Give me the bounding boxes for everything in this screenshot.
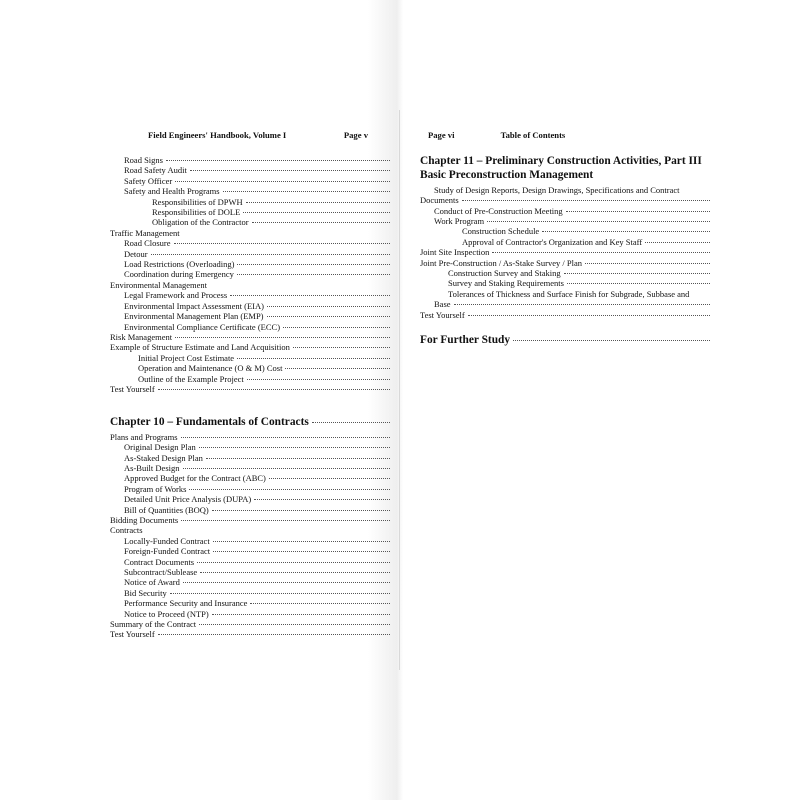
toc-leader bbox=[487, 220, 710, 222]
toc-leader bbox=[254, 498, 390, 500]
toc-entry[interactable] bbox=[110, 217, 390, 227]
toc-leader bbox=[170, 592, 390, 594]
toc-entry-label: Program of Works bbox=[124, 483, 187, 494]
toc-entry[interactable] bbox=[110, 546, 390, 556]
toc-entry-label: Test Yourself bbox=[110, 629, 155, 640]
running-head-folio: Page vi bbox=[428, 130, 455, 140]
toc-leader bbox=[223, 190, 390, 192]
toc-entry-label: Responsibilities of DOLE bbox=[152, 207, 241, 218]
toc-leader bbox=[267, 315, 390, 317]
toc-entry-label: Work Program bbox=[434, 216, 485, 227]
toc-leader bbox=[190, 169, 390, 171]
toc-entry[interactable] bbox=[110, 353, 390, 363]
toc-leader bbox=[175, 336, 390, 338]
toc-leader bbox=[566, 210, 710, 212]
toc-entry[interactable] bbox=[420, 237, 710, 247]
toc-entry[interactable] bbox=[420, 226, 710, 236]
toc-leader bbox=[462, 199, 710, 201]
toc-leader bbox=[293, 346, 390, 348]
toc-entry-label: Example of Structure Estimate and Land Acquisition bbox=[110, 342, 290, 353]
toc-entry-label: Conduct of Pre-Construction Meeting bbox=[434, 205, 563, 216]
toc-entry-label: Bidding Documents bbox=[110, 515, 179, 525]
toc-entry[interactable] bbox=[420, 268, 710, 278]
toc-entry-label: Road Signs bbox=[124, 155, 163, 165]
toc-entry[interactable] bbox=[110, 311, 390, 321]
toc-entry[interactable] bbox=[110, 176, 390, 186]
toc-leader bbox=[212, 509, 390, 511]
toc-entry-label: Coordination during Emergency bbox=[124, 269, 234, 280]
running-head-title: Table of Contents bbox=[500, 130, 566, 140]
toc-entry[interactable] bbox=[110, 207, 390, 217]
toc-entry-label: Plans and Programs bbox=[110, 431, 178, 442]
toc-leader bbox=[542, 230, 710, 232]
left-running-head bbox=[110, 130, 390, 141]
toc-entry[interactable] bbox=[110, 473, 390, 483]
toc-entry[interactable] bbox=[110, 609, 390, 619]
chapter-title-text: Chapter 10 – Fundamentals of Contracts bbox=[110, 416, 309, 429]
for-further-study-heading[interactable] bbox=[420, 334, 710, 349]
toc-entry-label: Legal Framework and Process bbox=[124, 290, 228, 301]
toc-entry-label: As-Built Design bbox=[124, 462, 180, 473]
toc-entry-label: Notice of Award bbox=[124, 577, 180, 588]
toc-entry[interactable] bbox=[110, 598, 390, 608]
toc-leader bbox=[567, 282, 710, 284]
toc-leader bbox=[146, 530, 390, 531]
toc-leader bbox=[246, 201, 390, 203]
toc-leader bbox=[285, 367, 390, 369]
toc-leader bbox=[585, 262, 710, 264]
toc-entry-label: Environmental Management bbox=[110, 279, 208, 290]
toc-entry[interactable] bbox=[110, 197, 390, 207]
toc-entry[interactable] bbox=[110, 557, 390, 567]
toc-entry[interactable] bbox=[110, 629, 390, 639]
toc-entry-label: Contracts bbox=[110, 525, 143, 536]
toc-leader bbox=[283, 326, 390, 328]
toc-entry-label: Construction Survey and Staking bbox=[448, 268, 561, 279]
toc-leader bbox=[564, 272, 710, 274]
toc-entry-label: Approved Budget for the Contract (ABC) bbox=[124, 473, 266, 484]
toc-entry[interactable] bbox=[110, 322, 390, 332]
toc-entry-label: Environmental Impact Assessment (EIA) bbox=[124, 300, 264, 311]
toc-leader bbox=[237, 273, 390, 275]
toc-leader bbox=[645, 241, 710, 243]
toc-entry-label: Study of Design Reports, Design Drawings, Specifications and Contract bbox=[434, 184, 680, 195]
toc-entry[interactable] bbox=[110, 619, 390, 629]
toc-entry-label: Environmental Management Plan (EMP) bbox=[124, 311, 264, 322]
toc-entry[interactable] bbox=[110, 577, 390, 587]
right-toc-list bbox=[420, 185, 710, 320]
toc-leader bbox=[312, 421, 390, 423]
book-gutter bbox=[399, 110, 400, 670]
left-toc-list-top bbox=[110, 155, 390, 394]
toc-leader bbox=[247, 378, 390, 380]
toc-entry[interactable] bbox=[110, 374, 390, 384]
toc-leader bbox=[243, 211, 390, 213]
toc-entry[interactable] bbox=[110, 363, 390, 373]
toc-entry-label: Road Safety Audit bbox=[124, 165, 187, 176]
toc-entry-label: Summary of the Contract bbox=[110, 619, 197, 630]
toc-leader bbox=[252, 221, 390, 223]
section-spacer bbox=[420, 320, 710, 334]
section-spacer bbox=[110, 394, 390, 416]
toc-leader bbox=[683, 190, 710, 191]
running-head-folio: Page v bbox=[343, 130, 368, 140]
toc-leader bbox=[151, 253, 390, 255]
left-toc-list-chapter10 bbox=[110, 432, 390, 640]
toc-entry-label: Approval of Contractor's Organization and Key Staff bbox=[462, 236, 643, 247]
toc-leader bbox=[181, 519, 390, 521]
toc-entry[interactable] bbox=[110, 484, 390, 494]
toc-entry-label: Environmental Compliance Certificate (ECC) bbox=[124, 321, 281, 332]
toc-entry-label: Test Yourself bbox=[110, 383, 155, 394]
toc-entry[interactable] bbox=[110, 165, 390, 175]
toc-entry-label: Survey and Staking Requirements bbox=[448, 278, 564, 289]
toc-entry-label: Locally-Funded Contract bbox=[124, 535, 210, 546]
toc-entry[interactable] bbox=[110, 228, 390, 238]
toc-leader bbox=[250, 602, 390, 604]
toc-leader bbox=[454, 303, 710, 305]
chapter-10-heading[interactable] bbox=[110, 416, 390, 431]
toc-entry[interactable] bbox=[110, 332, 390, 342]
toc-entry[interactable] bbox=[110, 342, 390, 352]
toc-leader bbox=[181, 436, 390, 438]
toc-leader bbox=[213, 550, 390, 552]
toc-entry-label: Contract Documents bbox=[124, 556, 195, 567]
toc-entry[interactable] bbox=[110, 567, 390, 577]
toc-leader bbox=[183, 581, 390, 583]
toc-entry[interactable] bbox=[110, 536, 390, 546]
toc-entry[interactable] bbox=[420, 278, 710, 288]
toc-entry[interactable] bbox=[110, 505, 390, 515]
toc-leader bbox=[183, 233, 390, 234]
toc-entry[interactable] bbox=[110, 155, 390, 165]
toc-leader bbox=[237, 357, 390, 359]
toc-entry-label: Foreign-Funded Contract bbox=[124, 546, 211, 557]
toc-entry[interactable] bbox=[110, 249, 390, 259]
toc-entry-label: Operation and Maintenance (O & M) Cost bbox=[138, 363, 283, 374]
toc-entry-label: Obligation of the Contractor bbox=[152, 217, 249, 228]
toc-entry[interactable] bbox=[110, 186, 390, 196]
toc-entry-label: Base bbox=[434, 299, 451, 310]
toc-entry[interactable] bbox=[420, 185, 710, 195]
toc-entry-label: Load Restrictions (Overloading) bbox=[124, 259, 235, 270]
toc-entry-label: Performance Security and Insurance bbox=[124, 598, 248, 609]
toc-entry-label: Joint Site Inspection bbox=[420, 247, 490, 258]
toc-entry[interactable] bbox=[420, 216, 710, 226]
right-running-head bbox=[420, 130, 710, 141]
toc-entry-label: Safety Officer bbox=[124, 175, 173, 186]
toc-entry[interactable] bbox=[110, 432, 390, 442]
toc-entry[interactable] bbox=[420, 310, 710, 320]
toc-entry[interactable] bbox=[110, 280, 390, 290]
toc-entry[interactable] bbox=[110, 238, 390, 248]
toc-entry-label: Documents bbox=[420, 195, 459, 206]
toc-entry-label: Joint Pre-Construction / As-Stake Survey / Plan bbox=[420, 257, 582, 268]
toc-leader bbox=[692, 294, 710, 295]
toc-leader bbox=[513, 339, 710, 341]
toc-leader bbox=[206, 457, 390, 459]
toc-entry[interactable] bbox=[110, 259, 390, 269]
toc-leader bbox=[267, 305, 390, 307]
toc-leader bbox=[199, 623, 390, 625]
toc-entry[interactable] bbox=[110, 588, 390, 598]
right-page bbox=[420, 130, 710, 350]
chapter-11-title-line-1: Chapter 11 – Preliminary Construction Activities, Part III bbox=[420, 155, 702, 167]
toc-leader bbox=[158, 388, 390, 390]
toc-leader bbox=[210, 285, 390, 286]
toc-entry-label: Subcontract/Sublease bbox=[124, 567, 198, 578]
toc-leader bbox=[158, 633, 390, 635]
toc-leader bbox=[213, 540, 390, 542]
toc-entry-label: Outline of the Example Project bbox=[138, 373, 244, 384]
toc-entry[interactable] bbox=[420, 195, 710, 205]
toc-entry[interactable] bbox=[420, 206, 710, 216]
toc-entry-label: Risk Management bbox=[110, 331, 173, 342]
for-further-study-text: For Further Study bbox=[420, 334, 511, 347]
toc-entry-label: Tolerances of Thickness and Surface Finish for Subgrade, Subbase and bbox=[448, 288, 690, 299]
toc-entry[interactable] bbox=[110, 463, 390, 473]
toc-entry[interactable] bbox=[110, 515, 390, 525]
toc-entry-label: Bill of Quantities (BOQ) bbox=[124, 504, 209, 515]
toc-entry[interactable] bbox=[110, 453, 390, 463]
toc-leader bbox=[237, 263, 390, 265]
toc-entry[interactable] bbox=[110, 442, 390, 452]
toc-leader bbox=[189, 488, 390, 490]
toc-leader bbox=[197, 561, 390, 563]
toc-entry[interactable] bbox=[420, 289, 710, 299]
toc-leader bbox=[212, 613, 390, 615]
toc-entry-label: Test Yourself bbox=[420, 309, 465, 320]
toc-entry-label: Road Closure bbox=[124, 238, 171, 249]
toc-leader bbox=[174, 242, 390, 244]
toc-leader bbox=[269, 477, 390, 479]
toc-entry-label: Responsibilities of DPWH bbox=[152, 196, 243, 207]
toc-entry[interactable] bbox=[110, 269, 390, 279]
toc-leader bbox=[166, 159, 390, 161]
running-head-title: Field Engineers' Handbook, Volume I bbox=[148, 130, 287, 140]
toc-entry-label: As-Staked Design Plan bbox=[124, 452, 203, 463]
toc-leader bbox=[183, 467, 391, 469]
toc-entry-label: Construction Schedule bbox=[462, 226, 540, 237]
toc-entry[interactable] bbox=[420, 258, 710, 268]
toc-entry-label: Detailed Unit Price Analysis (DUPA) bbox=[124, 494, 252, 505]
chapter-11-title-line-2: Basic Preconstruction Management bbox=[420, 169, 594, 182]
toc-entry[interactable] bbox=[110, 525, 390, 535]
toc-entry-label: Notice to Proceed (NTP) bbox=[124, 608, 209, 619]
toc-leader bbox=[175, 180, 390, 182]
left-page bbox=[110, 130, 390, 640]
toc-entry-label: Detour bbox=[124, 248, 148, 259]
toc-entry[interactable] bbox=[110, 301, 390, 311]
toc-entry[interactable] bbox=[420, 299, 710, 309]
toc-entry[interactable] bbox=[110, 384, 390, 394]
toc-entry[interactable] bbox=[110, 290, 390, 300]
toc-entry[interactable] bbox=[110, 494, 390, 504]
toc-leader bbox=[468, 314, 710, 316]
toc-entry-label: Safety and Health Programs bbox=[124, 186, 220, 197]
toc-leader bbox=[199, 446, 390, 448]
toc-leader bbox=[200, 571, 390, 573]
toc-entry-label: Traffic Management bbox=[110, 227, 180, 238]
toc-entry[interactable] bbox=[420, 247, 710, 257]
toc-entry-label: Initial Project Cost Estimate bbox=[138, 352, 235, 363]
toc-entry-label: Original Design Plan bbox=[124, 442, 196, 453]
toc-entry-label: Bid Security bbox=[124, 587, 167, 598]
toc-leader bbox=[492, 251, 710, 253]
toc-leader bbox=[230, 294, 390, 296]
